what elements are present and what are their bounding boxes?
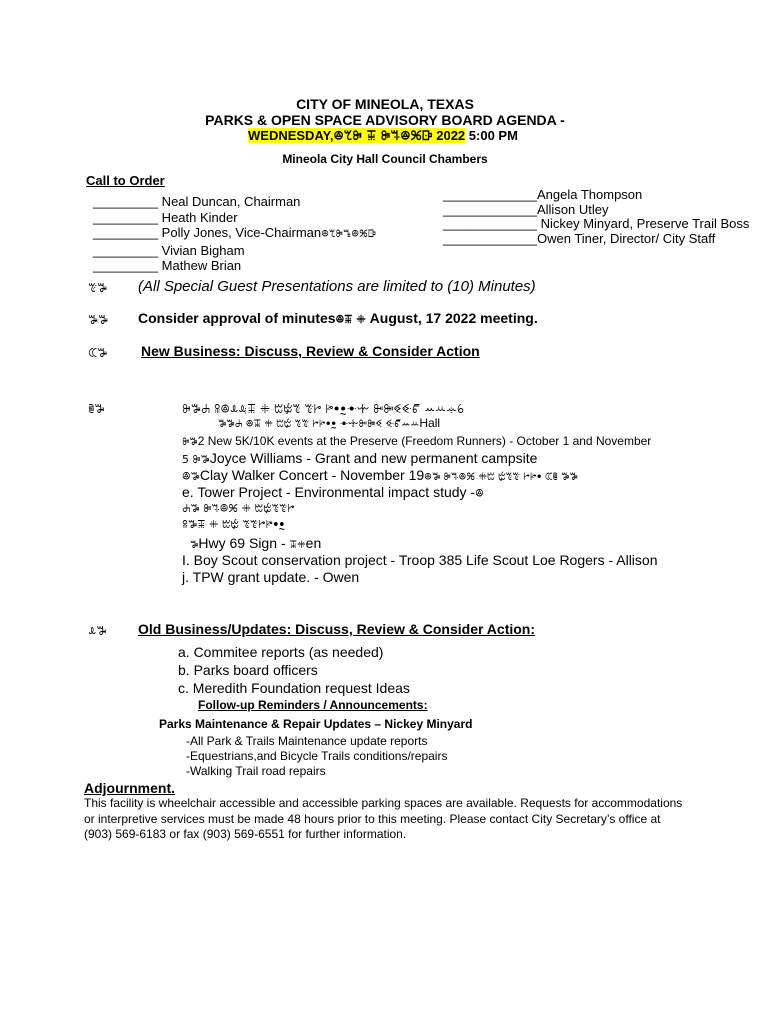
roll-call-entry: _________ Vivian Bigham [93,242,245,258]
roll-call-entry: _________ Neal Duncan, Chairman [93,194,301,209]
adjournment-heading: Adjournment. [84,780,175,796]
old-business-list [178,643,410,697]
item-h-garbled: ꕅ [190,540,199,551]
new-business-item-a: ꔭꕅꕈ ꕉꔮꕊꕋꔯ ꔰ ꔱꔲꔳ ꔴꔵ ꔶꔷꔸꔹꔺ ꔻꔼꔽꔾꔿ ꕀꕁꕂꕃ [182,402,465,416]
notice-line: or interpretive services must be made 48 hours prior to this meeting. Please contact City Secretary’s office at [84,811,661,826]
item-number: ꕅꕅ [88,313,109,327]
item-number: ꕆꕅ [88,346,108,360]
new-business-item-a2 [218,416,440,430]
new-business-item-d [182,467,578,484]
item-b-garbled: ꔭꕅ [182,437,198,448]
notice-line: This facility is wheelchair accessible and accessible parking spaces are available. Requests for accommodations [84,796,683,810]
meeting-time: 5:00 PM [468,128,518,143]
item-c-garbled: 5 ꔭꕅ [182,453,210,466]
roll-call-entry: _________ Mathew Brian [93,258,242,273]
item-number: ꔴꕅ [88,281,108,295]
new-business-item-f: ꕈꕅ ꔭꕐꔮꕑ ꔰ ꔱꔲꔳꔴꔵ [182,502,295,515]
maintenance-heading: Parks Maintenance & Repair Updates – Nickey Minyard [159,717,473,731]
date-garbled: ꔮꕎꔭ ꔯ ꔭꕐꔮꕑꕒ [333,129,433,144]
roll-call-entry: _____________ Nickey Minyard, Preserve Trail Boss [443,216,750,231]
guest-presentations-note: (All Special Guest Presentations are limited to (10) Minutes) [138,278,536,295]
item-b-text: 2 New 5K/10K events at the Preserve (Freedom Runners) - October 1 and November [197,434,652,448]
roll-call-entry: _________ Heath Kinder [93,209,238,225]
item-number: ꕇꕅ [88,402,105,416]
old-business-item: a. Commitee reports (as needed) [178,644,384,660]
old-business-item: c. Meredith Foundation request Ideas [178,680,410,696]
call-to-order-heading: Call to Order [86,173,165,188]
new-business-item-b [182,434,651,448]
maintenance-item: -Walking Trail road repairs [186,764,326,778]
new-business-item-c [182,450,537,467]
date-line [248,128,518,144]
old-business-heading: Old Business/Updates: Discuss, Review & Consider Action: [138,621,536,637]
item-d-text: Clay Walker Concert - November 19 [199,467,425,483]
roll-call-entry-text: _________ Polly Jones, Vice-Chairman [93,225,322,240]
new-business-item-i: I. Boy Scout conservation project - Troop 385 Life Scout Loe Rogers - Allison [182,552,658,568]
followup-heading: Follow-up Reminders / Announcements: [198,698,428,712]
item-a2-garbled: ꕅꕅꕈ ꔮꔯ ꔰ ꔱꔲ ꔳꔴ ꔵꔶꔷꔸ ꔹꔺꔻꔼꔽ ꔾꔿꕀꕁ [218,419,420,430]
new-business-item-e [182,484,484,501]
item-h-garbled-2: ꔯꔰ [289,540,306,551]
minutes-date: August, 17 2022 meeting. [369,310,538,326]
agenda-label: AGENDA - [496,112,565,128]
minutes-text: Consider approval of minutes [138,310,336,326]
new-business-heading: New Business: Discuss, Review & Consider Action [141,343,480,359]
meeting-location: Mineola City Hall Council Chambers [282,152,488,166]
date-weekday: WEDNESDAY, [248,128,334,143]
board-title [0,112,770,128]
minutes-approval [138,310,538,327]
item-e-garbled: ꔮ [475,487,484,500]
left-roll-call [93,194,376,274]
roll-call-garbled: ꔮꕎꔭꕏꔮꕑꕒ [321,229,377,240]
notice-line: (903) 569-6183 or fax (903) 569-6551 for further information. [84,827,407,841]
roll-call-entry: _____________Allison Utley [443,201,609,217]
new-business-item-h [190,535,321,551]
roll-call-entry: _____________Owen Tiner, Director/ City Staff [443,230,716,246]
date-highlight [248,128,465,143]
item-e-text: e. Tower Project - Environmental impact study - [182,484,476,500]
item-d-garbled: ꔮꕅ [182,470,200,483]
city-title: CITY OF MINEOLA, TEXAS [296,96,474,112]
item-number: ꕊꕅ [88,624,107,638]
board-name: PARKS & OPEN SPACE ADVISORY BOARD [205,112,493,128]
item-d-garbled-2: ꔮꕅ ꔭꕐꔮꕑ ꔰꔱ ꔲꔳꔴ ꔵꔶꔷ ꕆꕇ ꕅꕅ [424,472,578,483]
item-h-tail: en [305,535,322,551]
date-year: 2022 [432,128,466,143]
accessibility-notice [84,796,682,843]
maintenance-item: -Equestrians,and Bicycle Trails conditions/repairs [186,749,448,763]
minutes-garbled: ꔮꔯ ꔰ [335,313,370,326]
new-business-item-j: j. TPW grant update. - Owen [182,569,360,585]
new-business-item-g: ꕉꕅꔯ ꔰ ꔱꔲ ꔳꔴꔵꔶꔷꔸ [182,518,286,531]
item-h-text: Hwy 69 Sign - [198,535,290,551]
roll-call-entry [93,225,376,243]
item-a2-text: Hall [419,416,441,430]
roll-call-entry: _____________Angela Thompson [443,187,643,202]
old-business-item: b. Parks board officers [178,662,318,678]
maintenance-item: -All Park & Trails Maintenance update reports [186,734,428,748]
item-c-text: Joyce Williams - Grant and new permanent campsite [209,450,538,466]
maintenance-list [186,734,447,779]
right-roll-call [443,188,749,246]
